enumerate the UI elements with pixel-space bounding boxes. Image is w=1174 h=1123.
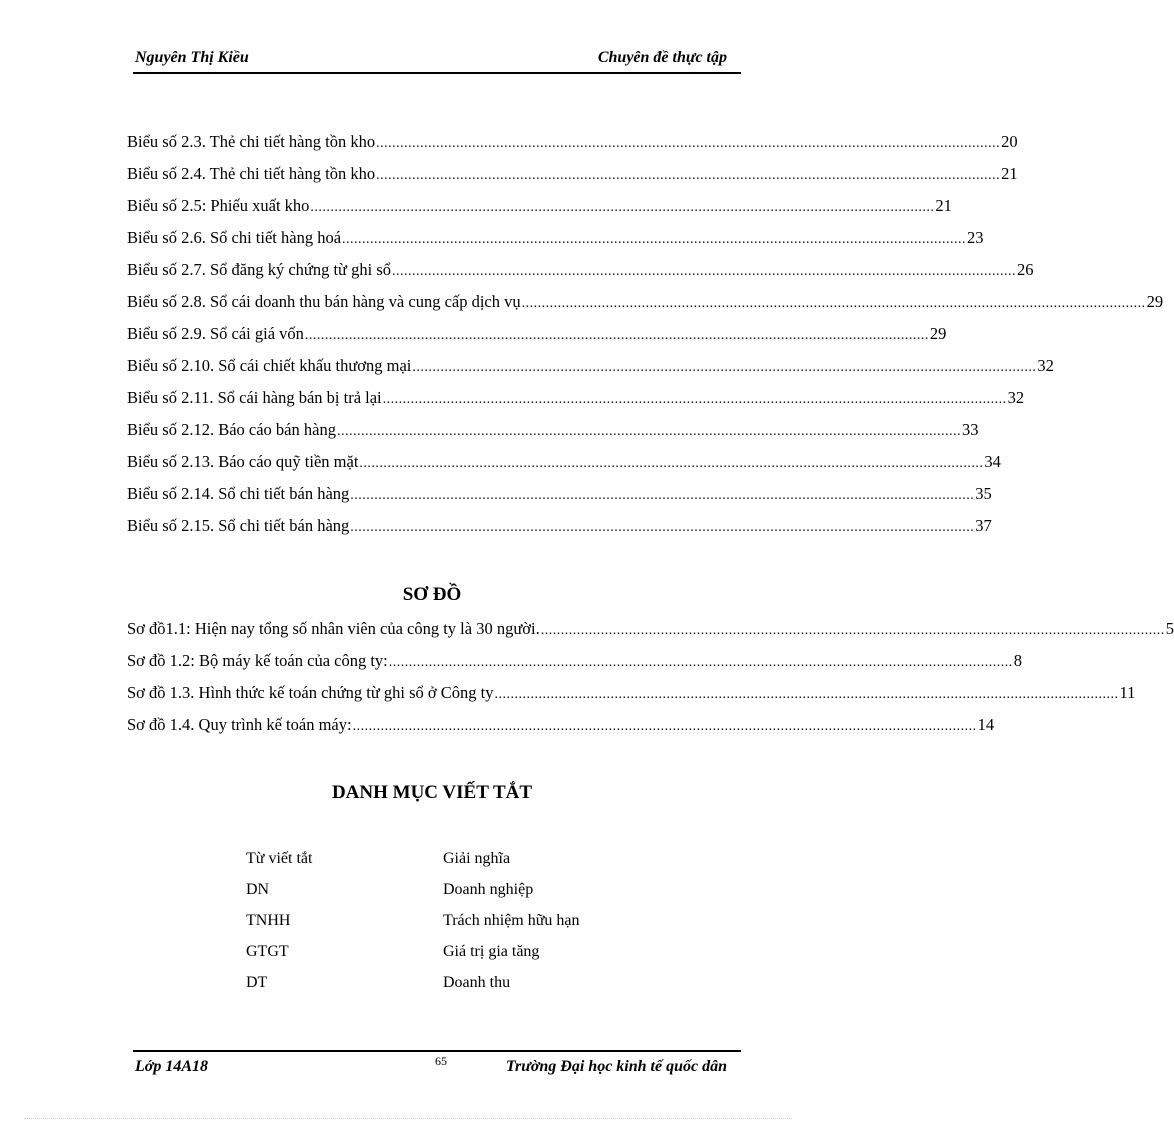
toc-leader: ............................................................................................................................................................ [350, 520, 975, 535]
toc-entry-page: 32 [1007, 388, 1025, 407]
toc-leader: ............................................................................................................................................................ [359, 456, 984, 471]
toc-entry-label: Biểu số 2.10. Sổ cái chiết khấu thương mại [127, 356, 412, 375]
toc-entry-label: Biểu số 2.5: Phiếu xuất kho [127, 196, 310, 215]
abbreviation-row [246, 974, 666, 1005]
abbr-meaning: Trách nhiệm hữu hạn [443, 912, 580, 929]
abbr-meaning: Doanh thu [443, 974, 511, 991]
toc-entry [127, 715, 995, 747]
toc-leader: ............................................................................................................................................................ [382, 392, 1007, 407]
toc-entry-page: 23 [967, 228, 984, 247]
header-author: Nguyên Thị Kiều [135, 49, 249, 66]
toc-leader: ............................................................................................................................................................ [540, 623, 1165, 638]
abbreviation-row [246, 943, 666, 974]
toc-entry [127, 164, 1018, 196]
toc-entry [127, 196, 952, 228]
toc-entry-label: Biểu số 2.4. Thẻ chi tiết hàng tồn kho [127, 164, 376, 183]
toc-entry-label: Biểu số 2.9. Sổ cái giá vốn [127, 324, 304, 343]
toc-leader: ............................................................................................................................................................ [336, 424, 961, 439]
toc-entry-page: 29 [929, 324, 947, 343]
toc-entry-label: Biểu số 2.6. Sổ chi tiết hàng hoá [127, 228, 342, 247]
toc-entry-label: Biểu số 2.7. Sổ đăng ký chứng từ ghi sổ [127, 260, 392, 279]
abbreviations-table [246, 850, 666, 1005]
toc-entry-page: 21 [1001, 164, 1018, 183]
toc-entry-page: 5 [1165, 619, 1174, 638]
toc-leader: ............................................................................................................................................................ [376, 136, 1001, 151]
toc-leader: ............................................................................................................................................................ [352, 719, 977, 734]
toc-entry [127, 619, 1174, 651]
abbr-code: TNHH [246, 912, 291, 929]
toc-entry [127, 324, 947, 356]
toc-entry-label: Biểu số 2.12. Báo cáo bán hàng [127, 420, 336, 439]
toc-entry [127, 356, 1054, 388]
toc-entry [127, 651, 1023, 683]
toc-entry-label: Sơ đồ1.1: Hiện nay tổng số nhân viên của công ty là 30 người. [127, 619, 540, 638]
toc-leader: ............................................................................................................................................................ [521, 296, 1146, 311]
toc-entry-label: Biểu số 2.3. Thẻ chi tiết hàng tồn kho [127, 132, 376, 151]
toc-bieu-so-list [127, 132, 1164, 548]
toc-leader: ............................................................................................................................................................ [310, 200, 935, 215]
abbreviations-title: DANH MỤC VIẾT TẮT [331, 782, 533, 803]
toc-leader: ............................................................................................................................................................ [342, 232, 967, 247]
page-header [133, 46, 741, 74]
toc-entry-page: 26 [1017, 260, 1034, 279]
abbreviations-header-row [246, 850, 666, 881]
toc-entry-page: 14 [977, 715, 995, 734]
toc-entry [127, 484, 992, 516]
abbr-meaning: Giá trị gia tăng [443, 943, 540, 960]
toc-leader: ............................................................................................................................................................ [388, 655, 1013, 670]
abbreviation-row [246, 912, 666, 943]
abbr-header-code: Từ viết tắt [246, 850, 313, 867]
abbr-code: GTGT [246, 943, 289, 960]
abbr-meaning: Doanh nghiệp [443, 881, 534, 898]
toc-entry-page: 34 [984, 452, 1001, 471]
toc-entry [127, 516, 992, 548]
toc-entry-label: Sơ đồ 1.3. Hình thức kế toán chứng từ ghi sổ ở Công ty [127, 683, 494, 702]
toc-entry-page: 21 [935, 196, 952, 215]
toc-leader: ............................................................................................................................................................ [376, 168, 1001, 183]
toc-entry [127, 420, 979, 452]
toc-entry-page: 29 [1146, 292, 1164, 311]
toc-entry [127, 260, 1034, 292]
toc-leader: ............................................................................................................................................................ [304, 328, 929, 343]
toc-entry-page: 8 [1013, 651, 1023, 670]
toc-entry-page: 35 [975, 484, 992, 503]
toc-entry-label: Biểu số 2.8. Sổ cái doanh thu bán hàng và cung cấp dịch vụ [127, 292, 521, 311]
toc-entry-page: 33 [961, 420, 979, 439]
toc-entry [127, 388, 1025, 420]
toc-so-do-list [127, 619, 1174, 747]
footer-school: Trường Đại học kinh tế quốc dân [505, 1058, 727, 1075]
abbreviation-row [246, 881, 666, 912]
abbr-header-meaning: Giải nghĩa [443, 850, 511, 867]
toc-entry-label: Biểu số 2.13. Báo cáo quỹ tiền mặt [127, 452, 359, 471]
abbr-code: DT [246, 974, 268, 991]
page-bottom-border [24, 1118, 792, 1119]
header-subject: Chuyên đề thực tập [597, 49, 727, 66]
toc-entry-label: Sơ đồ 1.4. Quy trình kế toán máy: [127, 715, 352, 734]
sodo-section-title: SƠ ĐỒ [402, 584, 462, 605]
toc-entry-label: Sơ đồ 1.2: Bộ máy kế toán của công ty: [127, 651, 388, 670]
footer-class: Lớp 14A18 [135, 1058, 209, 1075]
toc-entry [127, 132, 1018, 164]
toc-entry [127, 683, 1136, 715]
toc-entry-label: Biểu số 2.14. Sổ chi tiết bán hàng [127, 484, 350, 503]
toc-entry-label: Biểu số 2.11. Sổ cái hàng bán bị trả lại [127, 388, 382, 407]
toc-entry-page: 20 [1001, 132, 1018, 151]
toc-entry-label: Biểu số 2.15. Sổ chi tiết bán hàng [127, 516, 350, 535]
toc-leader: ............................................................................................................................................................ [494, 687, 1119, 702]
toc-entry-page: 37 [975, 516, 992, 535]
toc-entry [127, 292, 1164, 324]
toc-entry [127, 452, 1001, 484]
toc-entry-page: 32 [1037, 356, 1054, 375]
toc-entry-page: 11 [1119, 683, 1136, 702]
abbr-code: DN [246, 881, 270, 898]
toc-leader: ............................................................................................................................................................ [392, 264, 1017, 279]
toc-entry [127, 228, 984, 260]
toc-leader: ............................................................................................................................................................ [412, 360, 1037, 375]
footer-page-number: 65 [435, 1054, 447, 1068]
toc-leader: ............................................................................................................................................................ [350, 488, 975, 503]
page-footer [133, 1050, 741, 1080]
